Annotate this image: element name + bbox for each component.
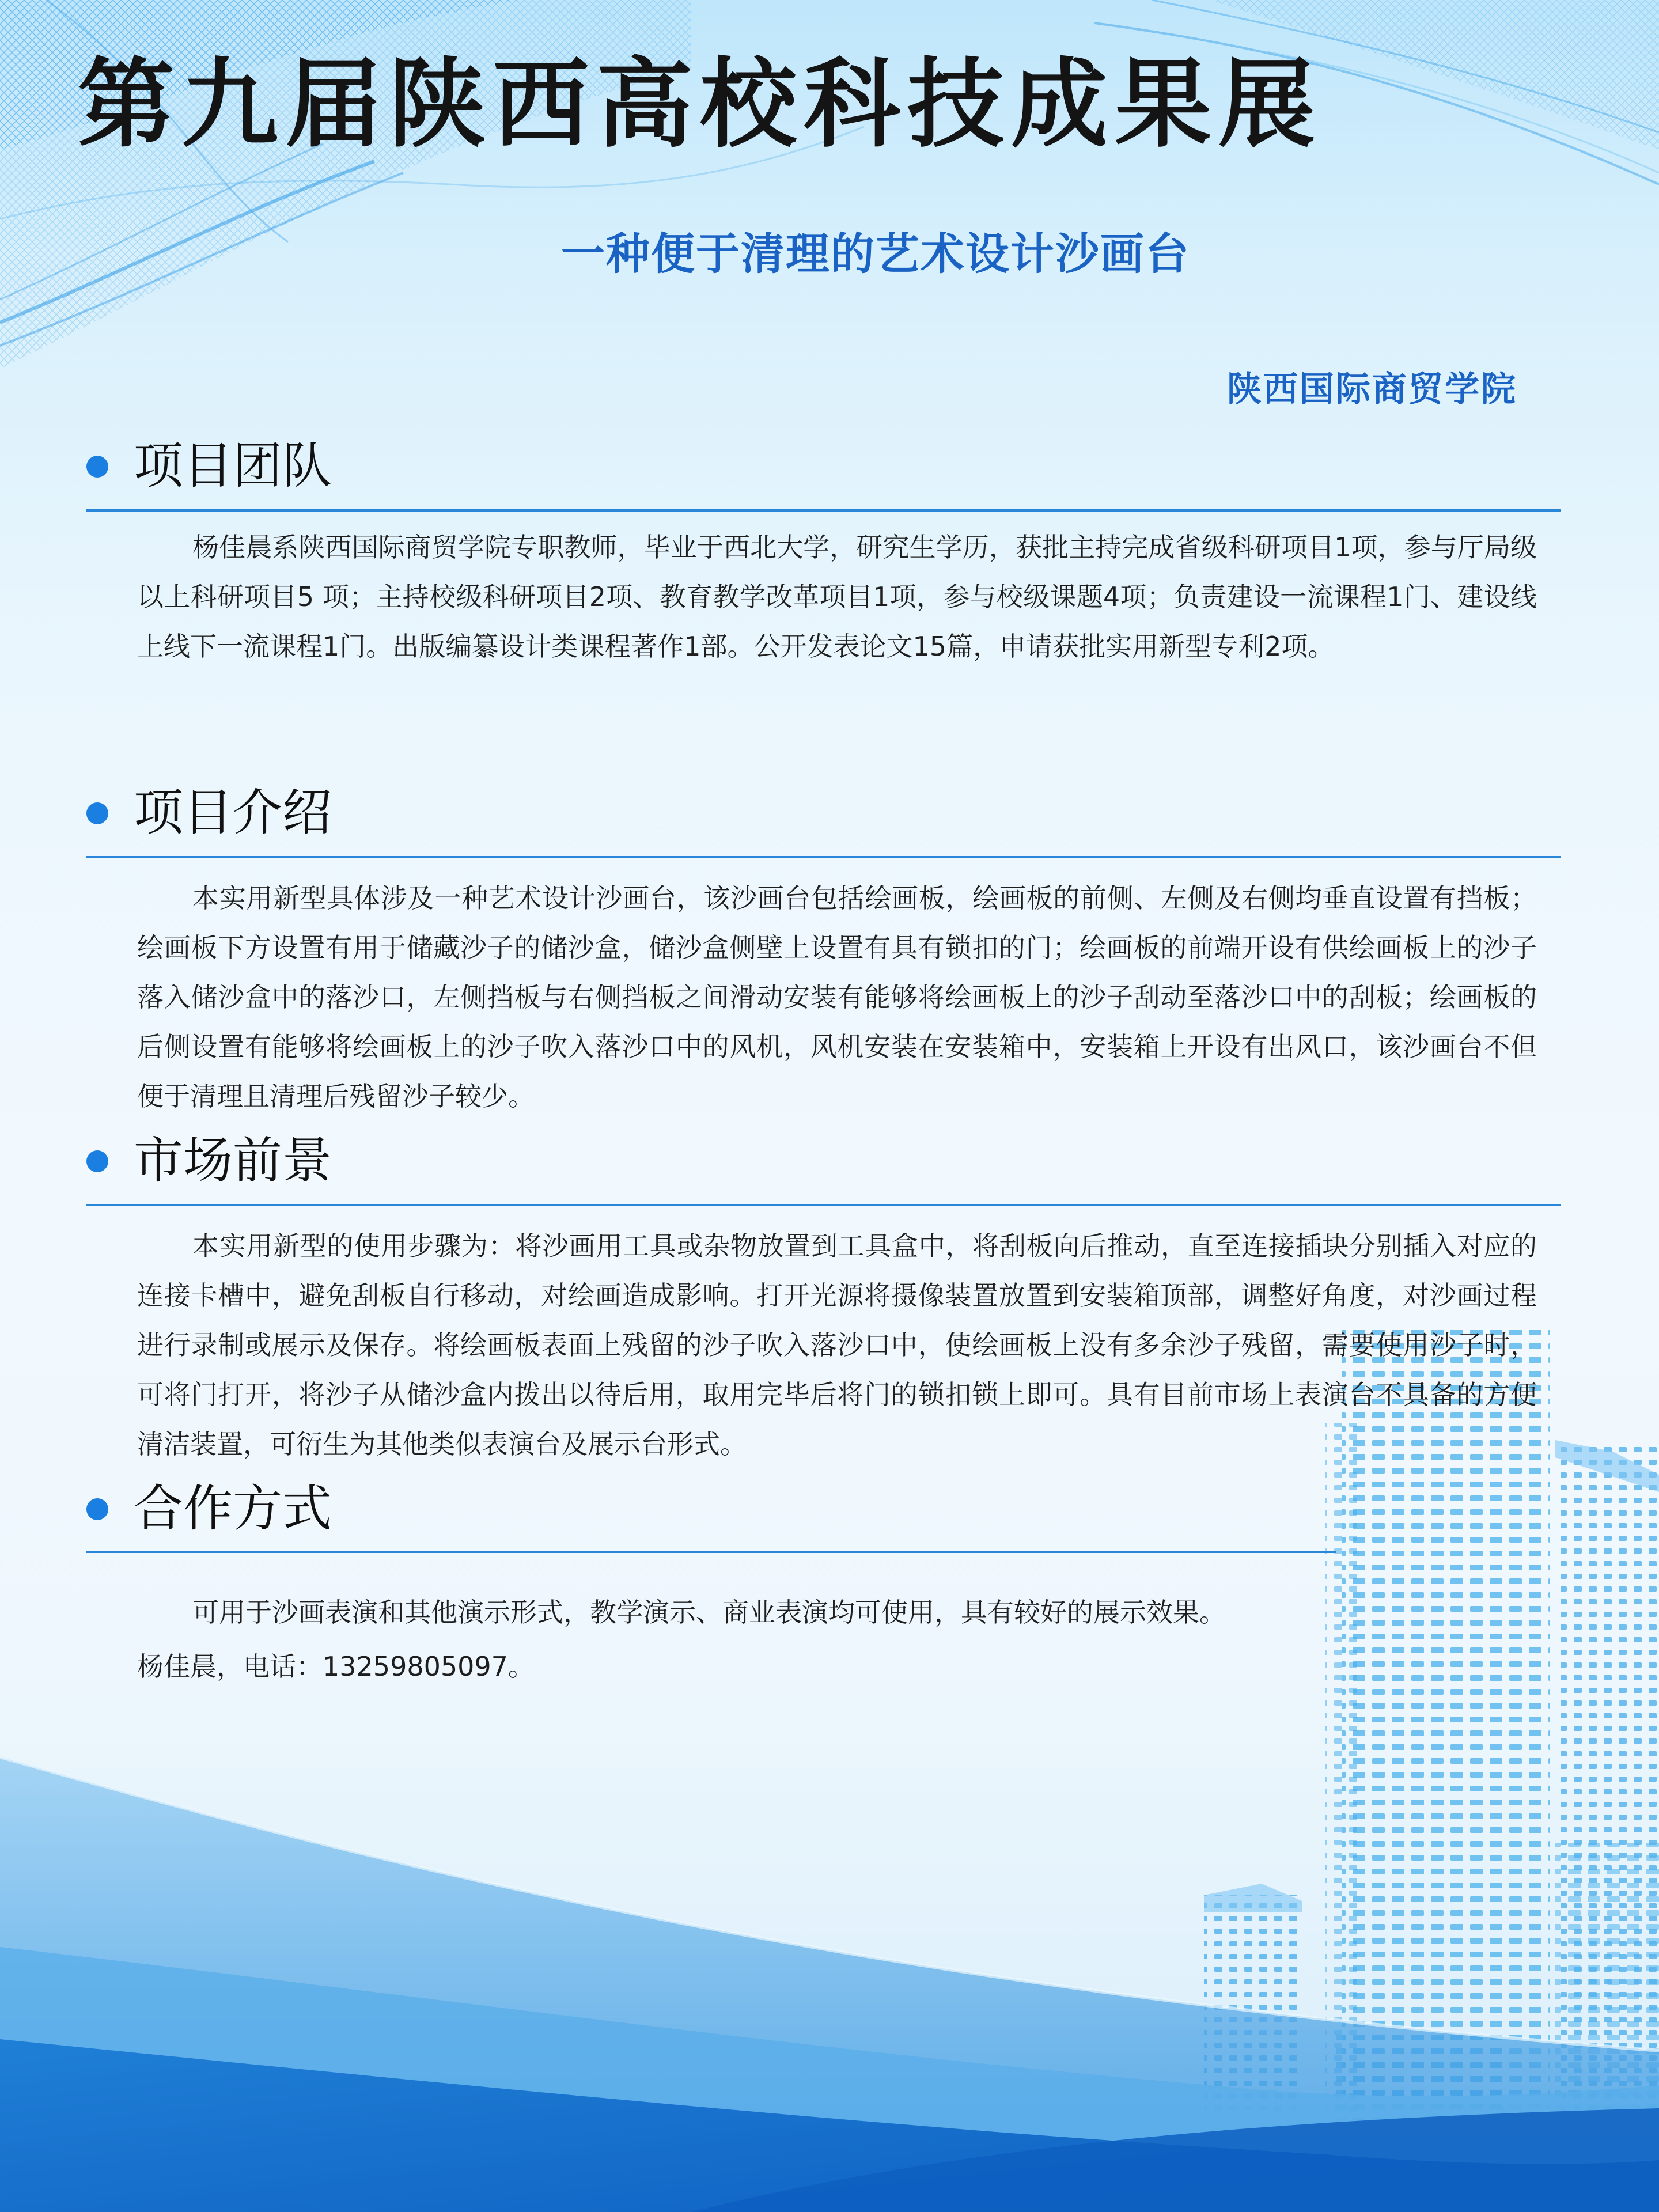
section-market-body: [137, 1221, 1537, 1469]
section-intro-header: [86, 779, 332, 848]
section-team-divider: [86, 509, 1561, 512]
poster-title: 第九届陕西高校科技成果展: [78, 47, 1322, 161]
section-intro-divider: [86, 856, 1561, 858]
section-team-title: 项目团队: [134, 437, 332, 495]
bullet-icon: [86, 456, 108, 478]
section-intro-body: [137, 873, 1537, 1121]
section-cooperation-divider: [86, 1551, 1336, 1553]
section-cooperation-body: [137, 1585, 1381, 1694]
section-cooperation-title: 合作方式: [134, 1480, 332, 1538]
bullet-icon: [86, 1150, 108, 1172]
section-market-header: [86, 1127, 332, 1196]
section-market-title: 市场前景: [134, 1132, 332, 1190]
section-market-paragraph: 本实用新型的使用步骤为：将沙画用工具或杂物放置到工具盒中，将刮板向后推动，直至连接插块分别插入对应的连接卡槽中，避免刮板自行移动，对绘画造成影响。打开光源将摄像装置放置到安装箱顶部，调整好角度，对沙画过程进行录制或展示及保存。将绘画板表面上残留的沙子吹入落沙口中，使绘画板上没有多余沙子残留，需要使用沙子时，可将门打开，将沙子从储沙盒内拨出以待后用，取用完毕后将门的锁扣锁上即可。具有目前市场上表演台不具备的方便清洁装置，可衍生为其他类似表演台及展示台形式。: [137, 1230, 1537, 1460]
section-intro-paragraph: 本实用新型具体涉及一种艺术设计沙画台，该沙画台包括绘画板，绘画板的前侧、左侧及右侧均垂直设置有挡板；绘画板下方设置有用于储藏沙子的储沙盒，储沙盒侧壁上设置有具有锁扣的门；绘画板的前端开设有供绘画板上的沙子落入储沙盒中的落沙口，左侧挡板与右侧挡板之间滑动安装有能够将绘画板上的沙子刮动至落沙口中的刮板；绘画板的后侧设置有能够将绘画板上的沙子吹入落沙口中的风机，风机安装在安装箱中，安装箱上开设有出风口，该沙画台不但便于清理且清理后残留沙子较少。: [137, 882, 1537, 1112]
bullet-icon: [86, 1498, 108, 1520]
poster-subtitle: 一种便于清理的艺术设计沙画台: [561, 228, 1190, 279]
section-market-divider: [86, 1204, 1561, 1206]
section-cooperation-paragraph: 可用于沙画表演和其他演示形式，教学演示、商业表演均可使用，具有较好的展示效果。: [192, 1597, 1226, 1628]
section-team-header: [86, 432, 332, 501]
section-team-paragraph: 杨佳晨系陕西国际商贸学院专职教师，毕业于西北大学，研究生学历，获批主持完成省级科研项目1项，参与厅局级以上科研项目5 项；主持校级科研项目2项、教育教学改革项目1项，参与校级课题4项；负责建设一流课程1门、建设线上线下一流课程1门。出版编纂设计类课程著作1部。公开发表论文15篇，申请获批实用新型专利2项。: [137, 532, 1537, 662]
bullet-icon: [86, 802, 108, 824]
section-team-body: [137, 522, 1537, 671]
section-cooperation-header: [86, 1475, 332, 1544]
institution-name: 陕西国际商贸学院: [1227, 369, 1517, 410]
contact-line: 杨佳晨，电话：13259805097。: [137, 1651, 535, 1682]
section-intro-title: 项目介绍: [134, 784, 332, 842]
